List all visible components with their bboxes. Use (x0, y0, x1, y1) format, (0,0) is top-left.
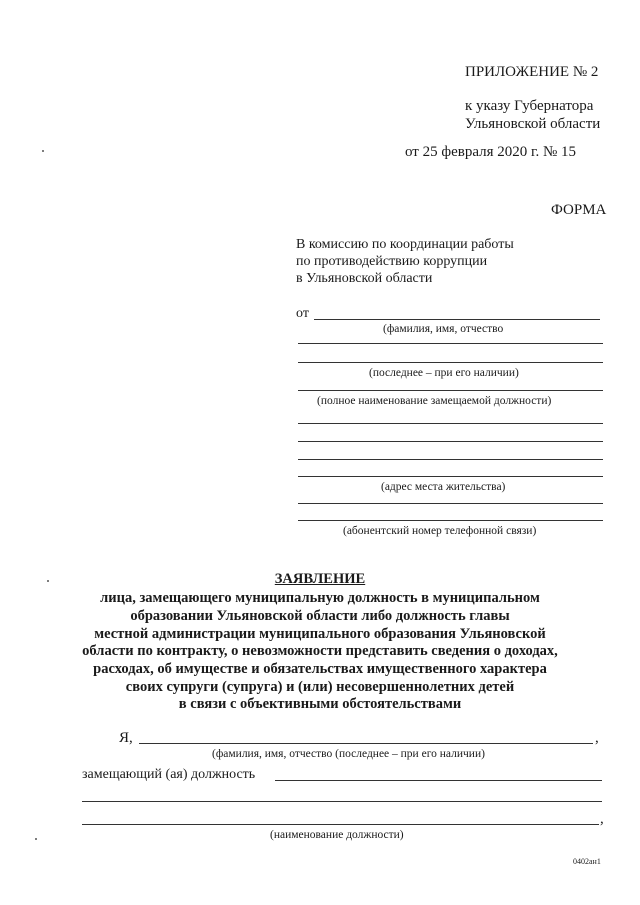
statement-heading: ЗАЯВЛЕНИЕ (274, 571, 366, 587)
caption-address: (адрес места жительства) (381, 481, 506, 493)
scan-speck (35, 838, 37, 840)
scan-speck (42, 150, 44, 152)
statement-line-5: расходах, об имуществе и обязательствах имущественного характера (93, 661, 547, 677)
position-field-1[interactable] (275, 780, 602, 781)
from-name-field-2[interactable] (298, 343, 603, 344)
statement-line-1: лица, замещающего муниципальную должность в муниципальном (100, 590, 540, 606)
addressee-line-2: по противодействию коррупции (296, 254, 488, 269)
caption-position: (полное наименование замещаемой должности) (317, 395, 552, 407)
decree-date: от 25 февраля 2020 г. № 15 (405, 144, 577, 160)
decree-line-2: Ульяновской области (465, 116, 601, 132)
from-name-field-1[interactable] (314, 319, 600, 320)
from-name-field-3[interactable] (298, 362, 603, 363)
from-address-field-4[interactable] (298, 476, 603, 477)
comma-2: , (600, 811, 604, 827)
addressee-line-1: В комиссию по координации работы (296, 237, 514, 252)
comma: , (595, 730, 599, 746)
caption-name-2: (последнее – при его наличии) (369, 367, 519, 379)
position-prefix: замещающий (ая) должность (82, 767, 256, 782)
caption-fullname: (фамилия, имя, отчество (последнее – при его наличии) (212, 748, 485, 760)
from-address-field-1[interactable] (298, 423, 603, 424)
from-address-field-3[interactable] (298, 459, 603, 460)
scan-speck (47, 580, 49, 582)
from-phone-field-2[interactable] (298, 520, 603, 521)
statement-line-4: области по контракту, о невозможности представить сведения о доходах, (82, 643, 558, 659)
statement-line-2: образовании Ульяновской области либо должность главы (130, 608, 510, 624)
from-phone-field-1[interactable] (298, 503, 603, 504)
caption-position-name: (наименование должности) (270, 829, 404, 841)
appendix-label: ПРИЛОЖЕНИЕ № 2 (465, 64, 599, 80)
statement-line-6: своих супруги (супруга) и (или) несовершеннолетних детей (125, 679, 515, 695)
statement-line-7: в связи с объективными обстоятельствами (178, 696, 462, 712)
fullname-field[interactable] (139, 743, 593, 744)
caption-name-1: (фамилия, имя, отчество (383, 323, 504, 335)
from-address-field-2[interactable] (298, 441, 603, 442)
statement-line-3: местной администрации муниципального образования Ульяновской (94, 626, 546, 642)
from-prefix: от (296, 306, 309, 321)
position-field-2[interactable] (82, 801, 602, 802)
i-prefix: Я, (119, 730, 133, 746)
position-field-3[interactable] (82, 824, 599, 825)
from-position-field[interactable] (298, 390, 603, 391)
addressee-line-3: в Ульяновской области (296, 271, 433, 286)
caption-phone: (абонентский номер телефонной связи) (343, 525, 537, 537)
form-label: ФОРМА (551, 202, 607, 218)
footer-code: 0402ан1 (573, 857, 601, 866)
decree-line-1: к указу Губернатора (465, 98, 594, 114)
